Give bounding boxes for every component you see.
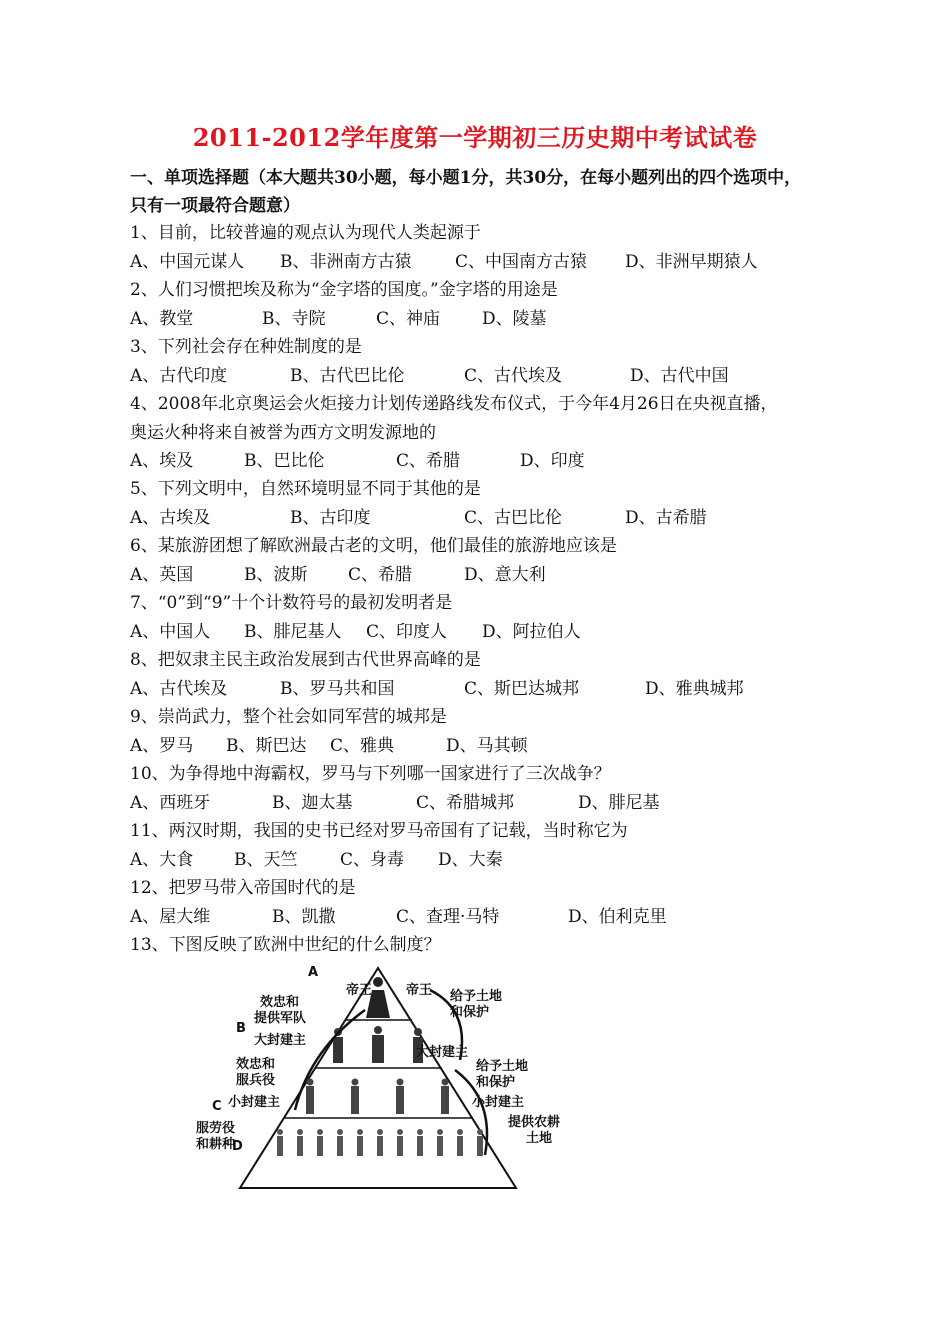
option-a: A、古代埃及 [130,679,228,699]
option-a: A、埃及 [130,451,194,471]
great-lord-figures [333,1026,423,1063]
option-d: D、印度 [520,451,585,471]
option-a: A、教堂 [130,309,194,329]
letter-d: D [232,1139,243,1154]
option-c: C、中国南方古猿 [455,252,588,272]
letter-c: C [212,1099,222,1114]
question-10-stem: 10、为争得地中海霸权，罗马与下列哪一国家进行了三次战争？ [130,764,611,784]
option-c: C、希腊城邦 [416,793,515,813]
label-loyalty-2: 效忠和 [236,1057,276,1072]
option-d: D、古希腊 [625,508,707,528]
option-b: B、巴比伦 [244,451,325,471]
option-d: D、意大利 [464,565,546,585]
question-6-stem: 6、某旅游团想了解欧洲最古老的文明，他们最佳的旅游地应该是 [130,536,617,556]
label-loyalty-1: 效忠和 [260,995,300,1010]
label-king-top: 帝王 [346,983,373,998]
question-11-stem: 11、两汉时期，我国的史书已经对罗马帝国有了记载，当时称它为 [130,821,628,841]
exam-title: 2011-2012学年度第一学期初三历史期中考试试卷 [192,123,758,152]
label-great-lord-left: 大封建主 [254,1033,307,1048]
option-d: D、伯利克里 [568,907,667,927]
section-heading [130,164,890,220]
option-c: C、印度人 [366,622,448,642]
label-protection-1: 和保护 [450,1005,490,1020]
option-c: C、希腊 [396,451,461,471]
letter-a: A [308,965,319,980]
question-8-stem: 8、把奴隶主民主政治发展到古代世界高峰的是 [130,650,481,670]
lesser-lord-figures [306,1079,449,1115]
option-a: A、英国 [130,565,194,585]
option-a: A、罗马 [130,736,194,756]
label-farming: 和耕种 [196,1137,236,1152]
label-labor: 服劳役 [196,1121,236,1136]
option-c: C、古代埃及 [464,366,563,386]
option-d: D、非洲早期猿人 [625,252,758,272]
option-d: D、大秦 [438,850,503,870]
option-a: A、中国元谋人 [130,252,245,272]
question-2-stem: 2、人们习惯把埃及称为“金字塔的国度。”金字塔的用途是 [130,280,558,300]
question-3-stem: 3、下列社会存在种姓制度的是 [130,337,362,357]
option-b: B、罗马共和国 [280,679,395,699]
label-grant-land-2: 给予土地 [476,1059,529,1074]
question-13-stem: 13、下图反映了欧洲中世纪的什么制度？ [130,935,441,955]
letter-b: B [236,1021,246,1036]
option-b: B、古印度 [290,508,371,528]
option-c: C、古巴比伦 [464,508,563,528]
option-d: D、古代中国 [630,366,729,386]
option-a: A、古代印度 [130,366,228,386]
question-1-stem: 1、目前，比较普遍的观点认为现代人类起源于 [130,223,481,243]
option-b: B、波斯 [244,565,308,585]
option-d: D、腓尼基 [578,793,660,813]
option-d: D、陵墓 [482,309,547,329]
option-a: A、古埃及 [130,508,211,528]
option-b: B、斯巴达 [226,736,307,756]
option-b: B、古代巴比伦 [290,366,405,386]
section-heading-line1: 一、单项选择题（本大题共30小题，每小题1分，共30分，在每小题列出的四个选项中， [130,168,802,188]
label-lesser-lord-right: 小封建主 [472,1095,525,1110]
option-c: C、希腊 [348,565,413,585]
option-c: C、斯巴达城邦 [464,679,580,699]
question-4-stem-line1: 4、2008年北京奥运会火炬接力计划传递路线发布仪式，于今年4月26日在央视直播， [130,394,778,414]
label-grant-land-1: 给予土地 [450,989,503,1004]
label-lesser-lord-left: 小封建主 [228,1095,281,1110]
option-c: C、查理·马特 [396,907,500,927]
option-b: B、天竺 [234,850,298,870]
label-great-lord-right: 大封建主 [416,1045,469,1060]
label-king-right: 帝王 [406,983,433,998]
feudal-pyramid-diagram [160,960,600,1205]
option-c: C、神庙 [376,309,441,329]
option-b: B、迦太基 [272,793,353,813]
option-a: A、屋大维 [130,907,211,927]
option-b: B、非洲南方古猿 [280,252,412,272]
option-c: C、雅典 [330,736,395,756]
label-provide-army: 提供军队 [254,1011,307,1026]
section-heading-line2: 只有一项最符合题意） [130,196,300,216]
option-b: B、凯撒 [272,907,336,927]
label-provide-farmland: 提供农耕 [508,1115,561,1130]
label-land: 土地 [526,1131,553,1146]
question-9-stem: 9、崇尚武力，整个社会如同军营的城邦是 [130,707,447,727]
option-d: D、马其顿 [446,736,528,756]
question-4-stem-line2: 奥运火种将来自被誉为西方文明发源地的 [130,423,436,443]
option-a: A、西班牙 [130,793,211,813]
option-a: A、大食 [130,850,194,870]
option-b: B、腓尼基人 [244,622,342,642]
option-c: C、身毒 [340,850,405,870]
option-d: D、雅典城邦 [645,679,744,699]
peasant-figures [277,1129,483,1156]
label-military-service: 服兵役 [236,1073,276,1088]
question-5-stem: 5、下列文明中，自然环境明显不同于其他的是 [130,479,481,499]
option-b: B、寺院 [262,309,326,329]
option-a: A、中国人 [130,622,211,642]
question-7-stem: 7、“0”到“9”十个计数符号的最初发明者是 [130,593,453,613]
label-protection-2: 和保护 [476,1075,516,1090]
option-d: D、阿拉伯人 [482,622,581,642]
question-12-stem: 12、把罗马带入帝国时代的是 [130,878,356,898]
